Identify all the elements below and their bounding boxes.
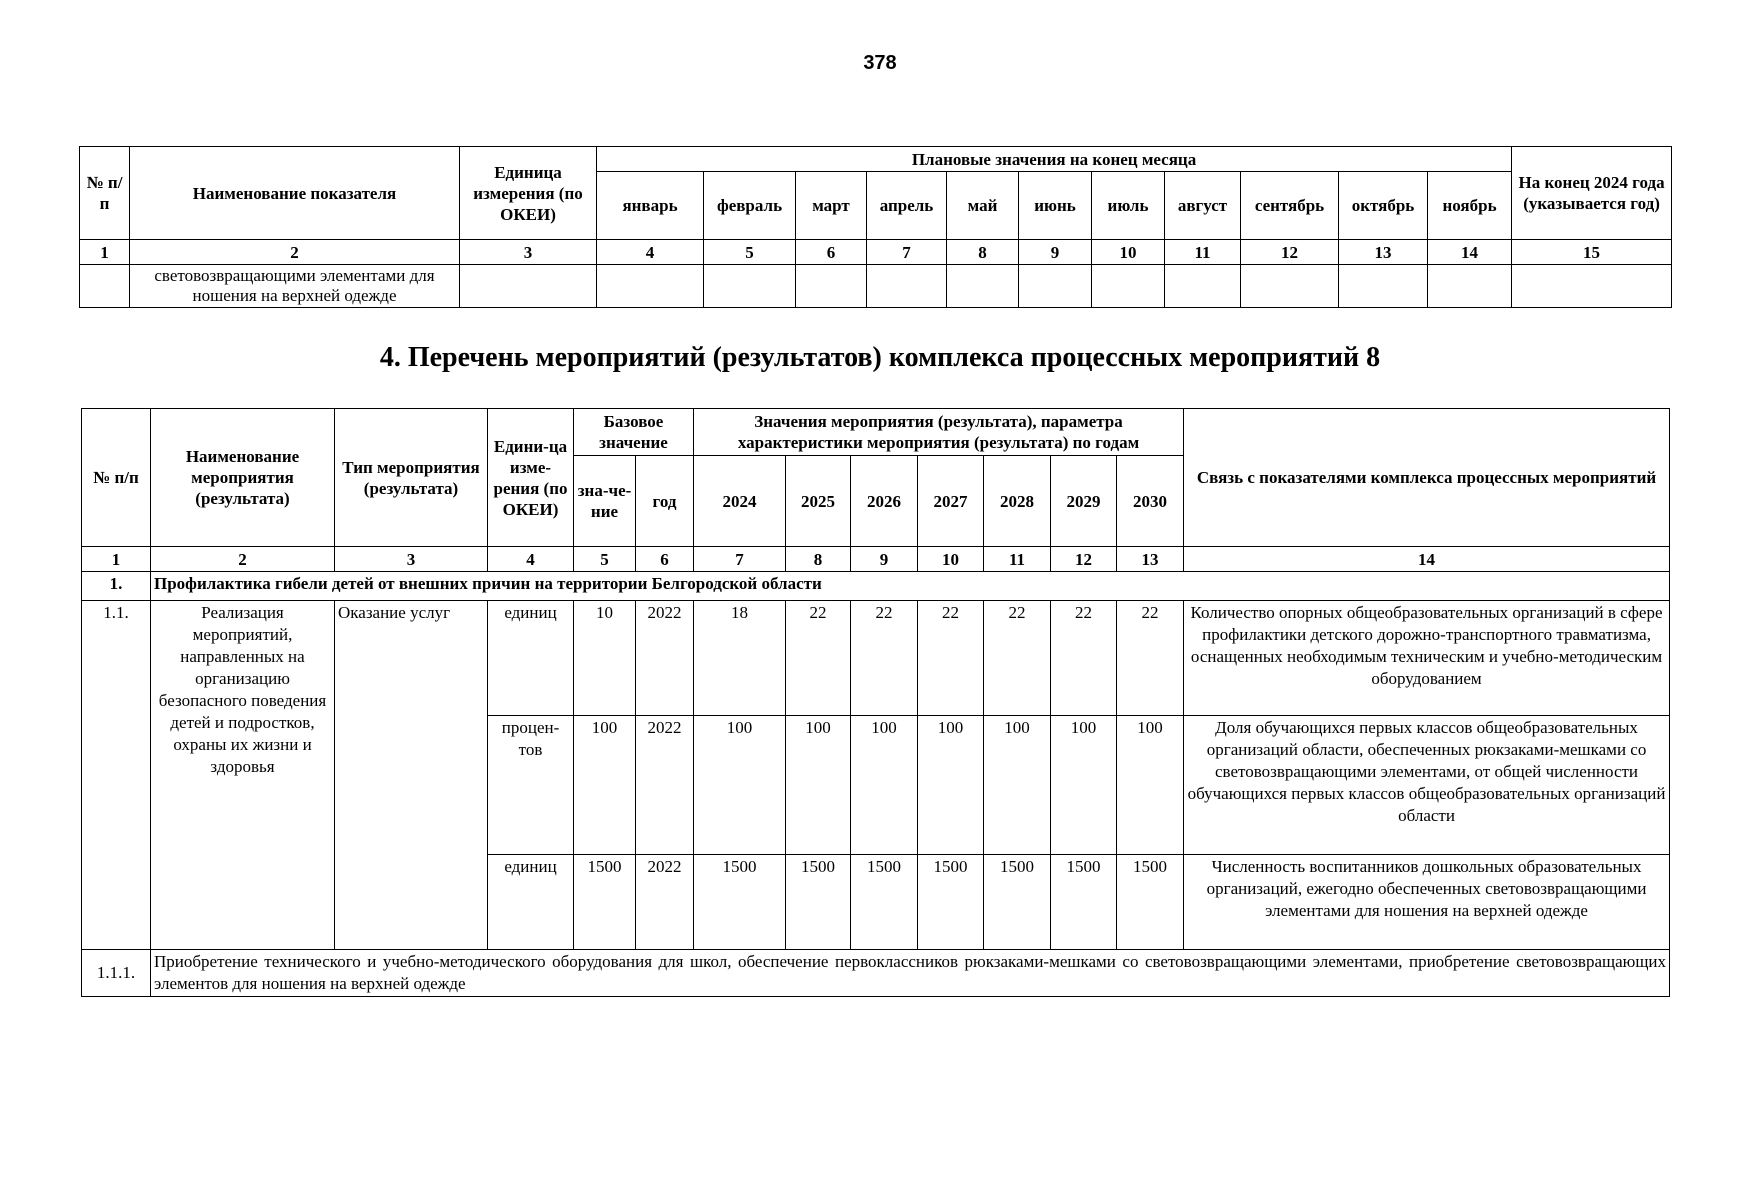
column-number: 6	[796, 240, 867, 265]
header-activity-name: Наименование мероприятия (результата)	[151, 409, 335, 547]
value-cell: 1500	[786, 855, 851, 950]
header-year: 2028	[984, 456, 1051, 547]
activities-table	[81, 408, 1670, 997]
table-row	[82, 601, 1670, 716]
page-number: 378	[863, 52, 897, 74]
column-number: 14	[1184, 547, 1670, 572]
header-yearly-values: Значения мероприятия (результата), параметра характеристики мероприятия (результата) по годам	[694, 409, 1184, 456]
header-base-value-year: год	[636, 456, 694, 547]
table-row	[80, 265, 1672, 308]
item-num: 1.1.	[82, 601, 151, 950]
header-num: № п/п	[80, 147, 130, 240]
header-base-value-value: зна-че-ние	[574, 456, 636, 547]
header-month: июль	[1092, 172, 1165, 240]
subitem-text: Приобретение технического и учебно-методического оборудования для школ, обеспечение первоклассников рюкзаками-мешками со световозвращающими элементами, приобретение световозвращающих элементов для ношения на верхней одежде	[151, 950, 1670, 997]
header-indicator-link: Связь с показателями комплекса процессных мероприятий	[1184, 409, 1670, 547]
unit-cell: единиц	[488, 855, 574, 950]
value-cell: 100	[786, 716, 851, 855]
value-cell: 100	[984, 716, 1051, 855]
column-number: 3	[335, 547, 488, 572]
column-number: 2	[130, 240, 460, 265]
base-value-cell: 1500	[574, 855, 636, 950]
header-month: октябрь	[1339, 172, 1428, 240]
column-number: 6	[636, 547, 694, 572]
value-cell: 18	[694, 601, 786, 716]
column-number: 4	[597, 240, 704, 265]
header-month: март	[796, 172, 867, 240]
value-cell: 1500	[984, 855, 1051, 950]
value-cell: 1500	[1051, 855, 1117, 950]
header-month: сентябрь	[1241, 172, 1339, 240]
header-month: февраль	[704, 172, 796, 240]
header-month: июнь	[1019, 172, 1092, 240]
indicators-table	[79, 146, 1672, 308]
header-year: 2027	[918, 456, 984, 547]
column-number: 7	[867, 240, 947, 265]
value-cell: 22	[851, 601, 918, 716]
section-row	[82, 572, 1670, 601]
indicator-link-cell: Доля обучающихся первых классов общеобразовательных организаций области, обеспеченных рюкзаками-мешками со световозвращающими элементами, от общей численности обучающихся первых классов общеобразовательных организаций области	[1184, 716, 1670, 855]
value-cell: 22	[1117, 601, 1184, 716]
section-title: 4. Перечень мероприятий (результатов) комплекса процессных мероприятий 8	[379, 342, 1381, 373]
section-name: Профилактика гибели детей от внешних причин на территории Белгородской области	[151, 572, 1670, 601]
column-number: 10	[918, 547, 984, 572]
value-cell: 100	[851, 716, 918, 855]
header-year: 2026	[851, 456, 918, 547]
header-plan-values: Плановые значения на конец месяца	[597, 147, 1512, 172]
column-number: 13	[1339, 240, 1428, 265]
value-cell: 100	[1051, 716, 1117, 855]
header-month: апрель	[867, 172, 947, 240]
header-year: 2024	[694, 456, 786, 547]
indicator-link-cell: Количество опорных общеобразовательных организаций в сфере профилактики детского дорожно-транспортного травматизма, оснащенных необходимым техническим и учебно-методическим оборудованием	[1184, 601, 1670, 716]
header-month: май	[947, 172, 1019, 240]
base-value-cell: 10	[574, 601, 636, 716]
column-number: 9	[1019, 240, 1092, 265]
base-year-cell: 2022	[636, 716, 694, 855]
value-cell: 1500	[1117, 855, 1184, 950]
column-number: 5	[704, 240, 796, 265]
value-cell: 1500	[918, 855, 984, 950]
header-month: ноябрь	[1428, 172, 1512, 240]
header-indicator-name: Наименование показателя	[130, 147, 460, 240]
column-number: 1	[80, 240, 130, 265]
header-month: январь	[597, 172, 704, 240]
header-month: август	[1165, 172, 1241, 240]
column-number: 11	[984, 547, 1051, 572]
base-value-cell: 100	[574, 716, 636, 855]
value-cell: 22	[918, 601, 984, 716]
column-number: 14	[1428, 240, 1512, 265]
column-number: 11	[1165, 240, 1241, 265]
column-number: 3	[460, 240, 597, 265]
value-cell: 1500	[851, 855, 918, 950]
header-year: 2025	[786, 456, 851, 547]
column-number: 9	[851, 547, 918, 572]
section-num: 1.	[82, 572, 151, 601]
table-row	[82, 950, 1670, 997]
item-type: Оказание услуг	[335, 601, 488, 950]
header-unit: Едини-ца изме-рения (по ОКЕИ)	[488, 409, 574, 547]
column-number: 12	[1241, 240, 1339, 265]
column-number: 7	[694, 547, 786, 572]
base-year-cell: 2022	[636, 855, 694, 950]
unit-cell: процен-тов	[488, 716, 574, 855]
value-cell: 100	[918, 716, 984, 855]
header-base-value: Базовое значение	[574, 409, 694, 456]
column-number: 8	[947, 240, 1019, 265]
indicator-name-continued: световозвращающими элементами для ношения на верхней одежде	[130, 265, 460, 308]
header-year: 2030	[1117, 456, 1184, 547]
column-number: 13	[1117, 547, 1184, 572]
base-year-cell: 2022	[636, 601, 694, 716]
column-number: 2	[151, 547, 335, 572]
value-cell: 22	[984, 601, 1051, 716]
header-year: 2029	[1051, 456, 1117, 547]
header-year-end: На конец 2024 года (указывается год)	[1512, 147, 1672, 240]
column-number: 4	[488, 547, 574, 572]
value-cell: 22	[786, 601, 851, 716]
item-name: Реализация мероприятий, направленных на организацию безопасного поведения детей и подростков, охраны их жизни и здоровья	[151, 601, 335, 950]
column-number: 15	[1512, 240, 1672, 265]
header-unit: Единица измерения (по ОКЕИ)	[460, 147, 597, 240]
column-number: 5	[574, 547, 636, 572]
column-number: 10	[1092, 240, 1165, 265]
header-num: № п/п	[82, 409, 151, 547]
unit-cell: единиц	[488, 601, 574, 716]
column-number: 12	[1051, 547, 1117, 572]
value-cell: 100	[694, 716, 786, 855]
column-number: 8	[786, 547, 851, 572]
column-number: 1	[82, 547, 151, 572]
subitem-num: 1.1.1.	[82, 950, 151, 997]
header-activity-type: Тип мероприятия (результата)	[335, 409, 488, 547]
value-cell: 100	[1117, 716, 1184, 855]
value-cell: 22	[1051, 601, 1117, 716]
value-cell: 1500	[694, 855, 786, 950]
indicator-link-cell: Численность воспитанников дошкольных образовательных организаций, ежегодно обеспеченных световозвращающими элементами для ношения на верхней одежде	[1184, 855, 1670, 950]
